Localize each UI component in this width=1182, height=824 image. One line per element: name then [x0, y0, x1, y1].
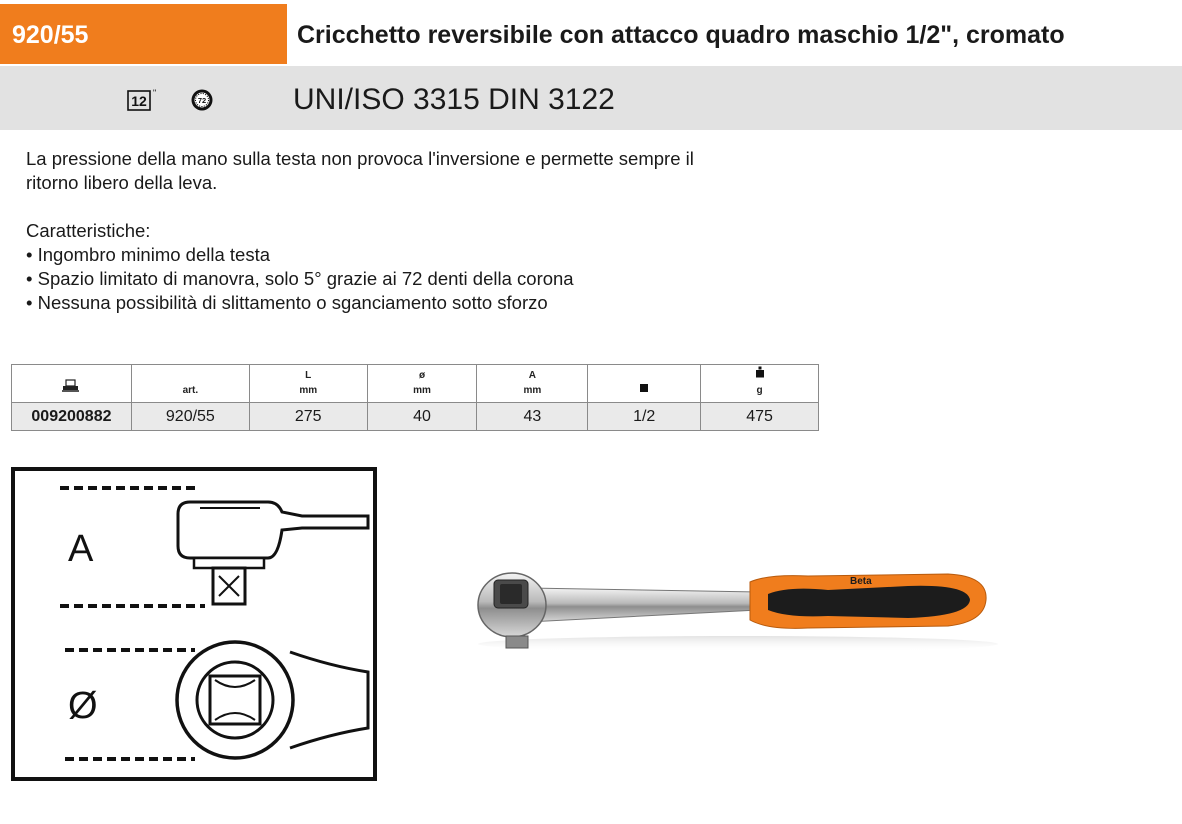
spec-table — [11, 364, 819, 431]
dimension-diagram — [10, 466, 378, 782]
brand-logo: Beta — [850, 576, 872, 587]
cell-item-code: 009200882 — [12, 403, 132, 431]
cell-weight: 475 — [701, 403, 819, 431]
header-cell-drive — [588, 365, 701, 403]
weight-icon — [755, 366, 765, 378]
feature-item: • Nessuna possibilità di slittamento o sganciamento sotto sforzo — [26, 292, 548, 313]
cell-length: 275 — [249, 403, 367, 431]
header-cell-a: A mm — [477, 365, 588, 403]
standards-bar — [0, 66, 1182, 130]
header-cell-length: L mm — [249, 365, 367, 403]
header — [0, 4, 1182, 64]
svg-text:12: 12 — [131, 93, 147, 109]
table-row — [12, 403, 819, 431]
features-heading: Caratteristiche: — [26, 220, 151, 241]
cell-article: 920/55 — [131, 403, 249, 431]
teeth-72-icon — [190, 88, 214, 112]
header-cell-weight: g — [701, 365, 819, 403]
square-drive-icon — [639, 383, 649, 393]
product-photo — [468, 560, 1000, 660]
intro-line-1: La pressione della mano sulla testa non provoca l'inversione e permette sempre il — [26, 148, 694, 169]
drive-size-icon — [127, 88, 159, 112]
label-a: A — [68, 528, 94, 570]
header-cell-art: art. — [131, 365, 249, 403]
product-title: Cricchetto reversibile con attacco quadro maschio 1/2", cromato — [287, 4, 1182, 64]
header-cell-code — [12, 365, 132, 403]
description — [26, 147, 826, 315]
svg-text:72: 72 — [197, 96, 207, 105]
header-cell-diameter: ø mm — [367, 365, 477, 403]
feature-item: • Ingombro minimo della testa — [26, 244, 271, 265]
cell-diameter: 40 — [367, 403, 477, 431]
feature-item: • Spazio limitato di manovra, solo 5° grazie ai 72 denti della corona — [26, 268, 574, 289]
cell-drive: 1/2 — [588, 403, 701, 431]
register-icon — [61, 379, 81, 393]
intro-line-2: ritorno libero della leva. — [26, 172, 218, 193]
cell-a: 43 — [477, 403, 588, 431]
standards-text: UNI/ISO 3315 DIN 3122 — [293, 83, 615, 116]
label-diameter: Ø — [68, 685, 98, 727]
svg-text:": " — [153, 88, 157, 98]
table-header-row — [12, 365, 819, 403]
product-code: 920/55 — [0, 4, 287, 64]
